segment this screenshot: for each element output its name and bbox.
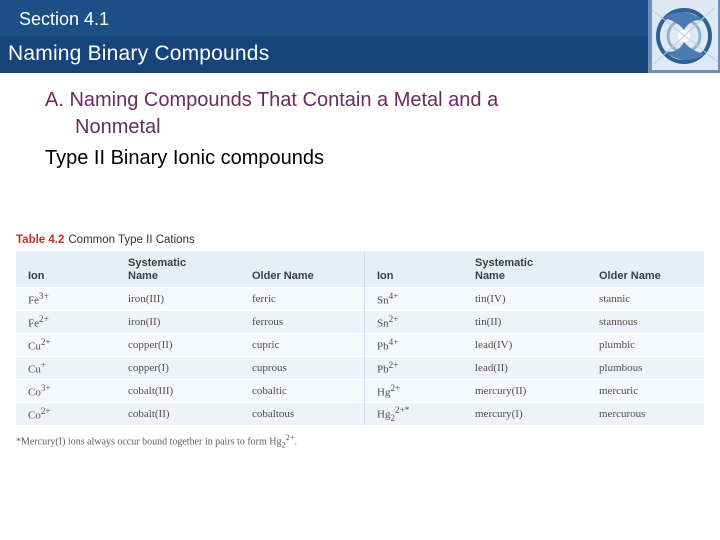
systematic-cell: copper(I) [116, 357, 240, 380]
col-systematic-left: Systematic Name [116, 251, 240, 288]
ion-cell: Cu+ [16, 357, 116, 380]
col-ion-left: Ion [16, 251, 116, 288]
table-row [16, 334, 704, 357]
ion-cell: $Pb^{2+}$ [365, 357, 464, 380]
heading-line-1: A. Naming Compounds That Contain a Metal and a [45, 89, 499, 111]
col-older-left: Older Name [240, 251, 365, 288]
older-name-cell: mercuric [587, 380, 704, 403]
ion-cell: $Sn^{2+}$ [365, 311, 464, 334]
ion-cell: $Pb^{4+}$ [365, 334, 464, 357]
ion-cell: $Co^{2+}$ [16, 403, 116, 426]
ion-cell: $Cu^{2+}$ [16, 334, 116, 357]
table-row [16, 288, 704, 311]
older-name-cell: cobaltous [240, 403, 365, 426]
older-name-cell: mercurous [587, 403, 704, 426]
table-title [16, 234, 195, 246]
table-header-row [16, 251, 704, 288]
systematic-cell: iron(III) [116, 288, 240, 311]
systematic-cell: copper(II) [116, 334, 240, 357]
systematic-cell: mercury(I) [463, 403, 587, 426]
table-row [16, 357, 704, 380]
older-name-cell: ferrous [240, 311, 365, 334]
page-title: Naming Binary Compounds [8, 42, 270, 65]
ion-cell: $Fe^{2+}$ [16, 311, 116, 334]
older-name-cell: stannous [587, 311, 704, 334]
table-number: Table 4.2 [16, 234, 65, 246]
older-name-cell: cobaltic [240, 380, 365, 403]
cations-table [16, 251, 704, 425]
ion-cell: $Hg_2^{2+*}$ [365, 403, 464, 426]
ion-cell: $Fe^{3+}$ [16, 288, 116, 311]
older-name-cell: ferric [240, 288, 365, 311]
systematic-cell: lead(IV) [463, 334, 587, 357]
swirl-logo-icon [648, 0, 720, 73]
table-caption: Common Type II Cations [68, 234, 195, 246]
older-name-cell: plumbic [587, 334, 704, 357]
section-label: Section 4.1 [19, 9, 110, 29]
systematic-cell: lead(II) [463, 357, 587, 380]
systematic-cell: cobalt(III) [116, 380, 240, 403]
older-name-cell: cupric [240, 334, 365, 357]
systematic-cell: iron(II) [116, 311, 240, 334]
ion-cell: $Co^{3+}$ [16, 380, 116, 403]
systematic-cell: tin(IV) [463, 288, 587, 311]
table-row [16, 380, 704, 403]
ion-cell: $Hg^{2+}$ [365, 380, 464, 403]
ion-cell: $Sn^{4+}$ [365, 288, 464, 311]
section-heading [45, 87, 498, 141]
systematic-cell: mercury(II) [463, 380, 587, 403]
heading-line-2: Nonmetal [75, 116, 161, 138]
older-name-cell: plumbous [587, 357, 704, 380]
col-ion-right: Ion [365, 251, 464, 288]
subheading: Type II Binary Ionic compounds [45, 147, 325, 169]
col-systematic-right: Systematic Name [463, 251, 587, 288]
older-name-cell: stannic [587, 288, 704, 311]
systematic-cell: tin(II) [463, 311, 587, 334]
table-row [16, 311, 704, 334]
systematic-cell: cobalt(II) [116, 403, 240, 426]
table-row [16, 403, 704, 426]
table-footnote: *Mercury(I) ions always occur bound together in pairs to form $Hg_2^{2+}$. [16, 433, 298, 450]
older-name-cell: cuprous [240, 357, 365, 380]
col-older-right: Older Name [587, 251, 704, 288]
